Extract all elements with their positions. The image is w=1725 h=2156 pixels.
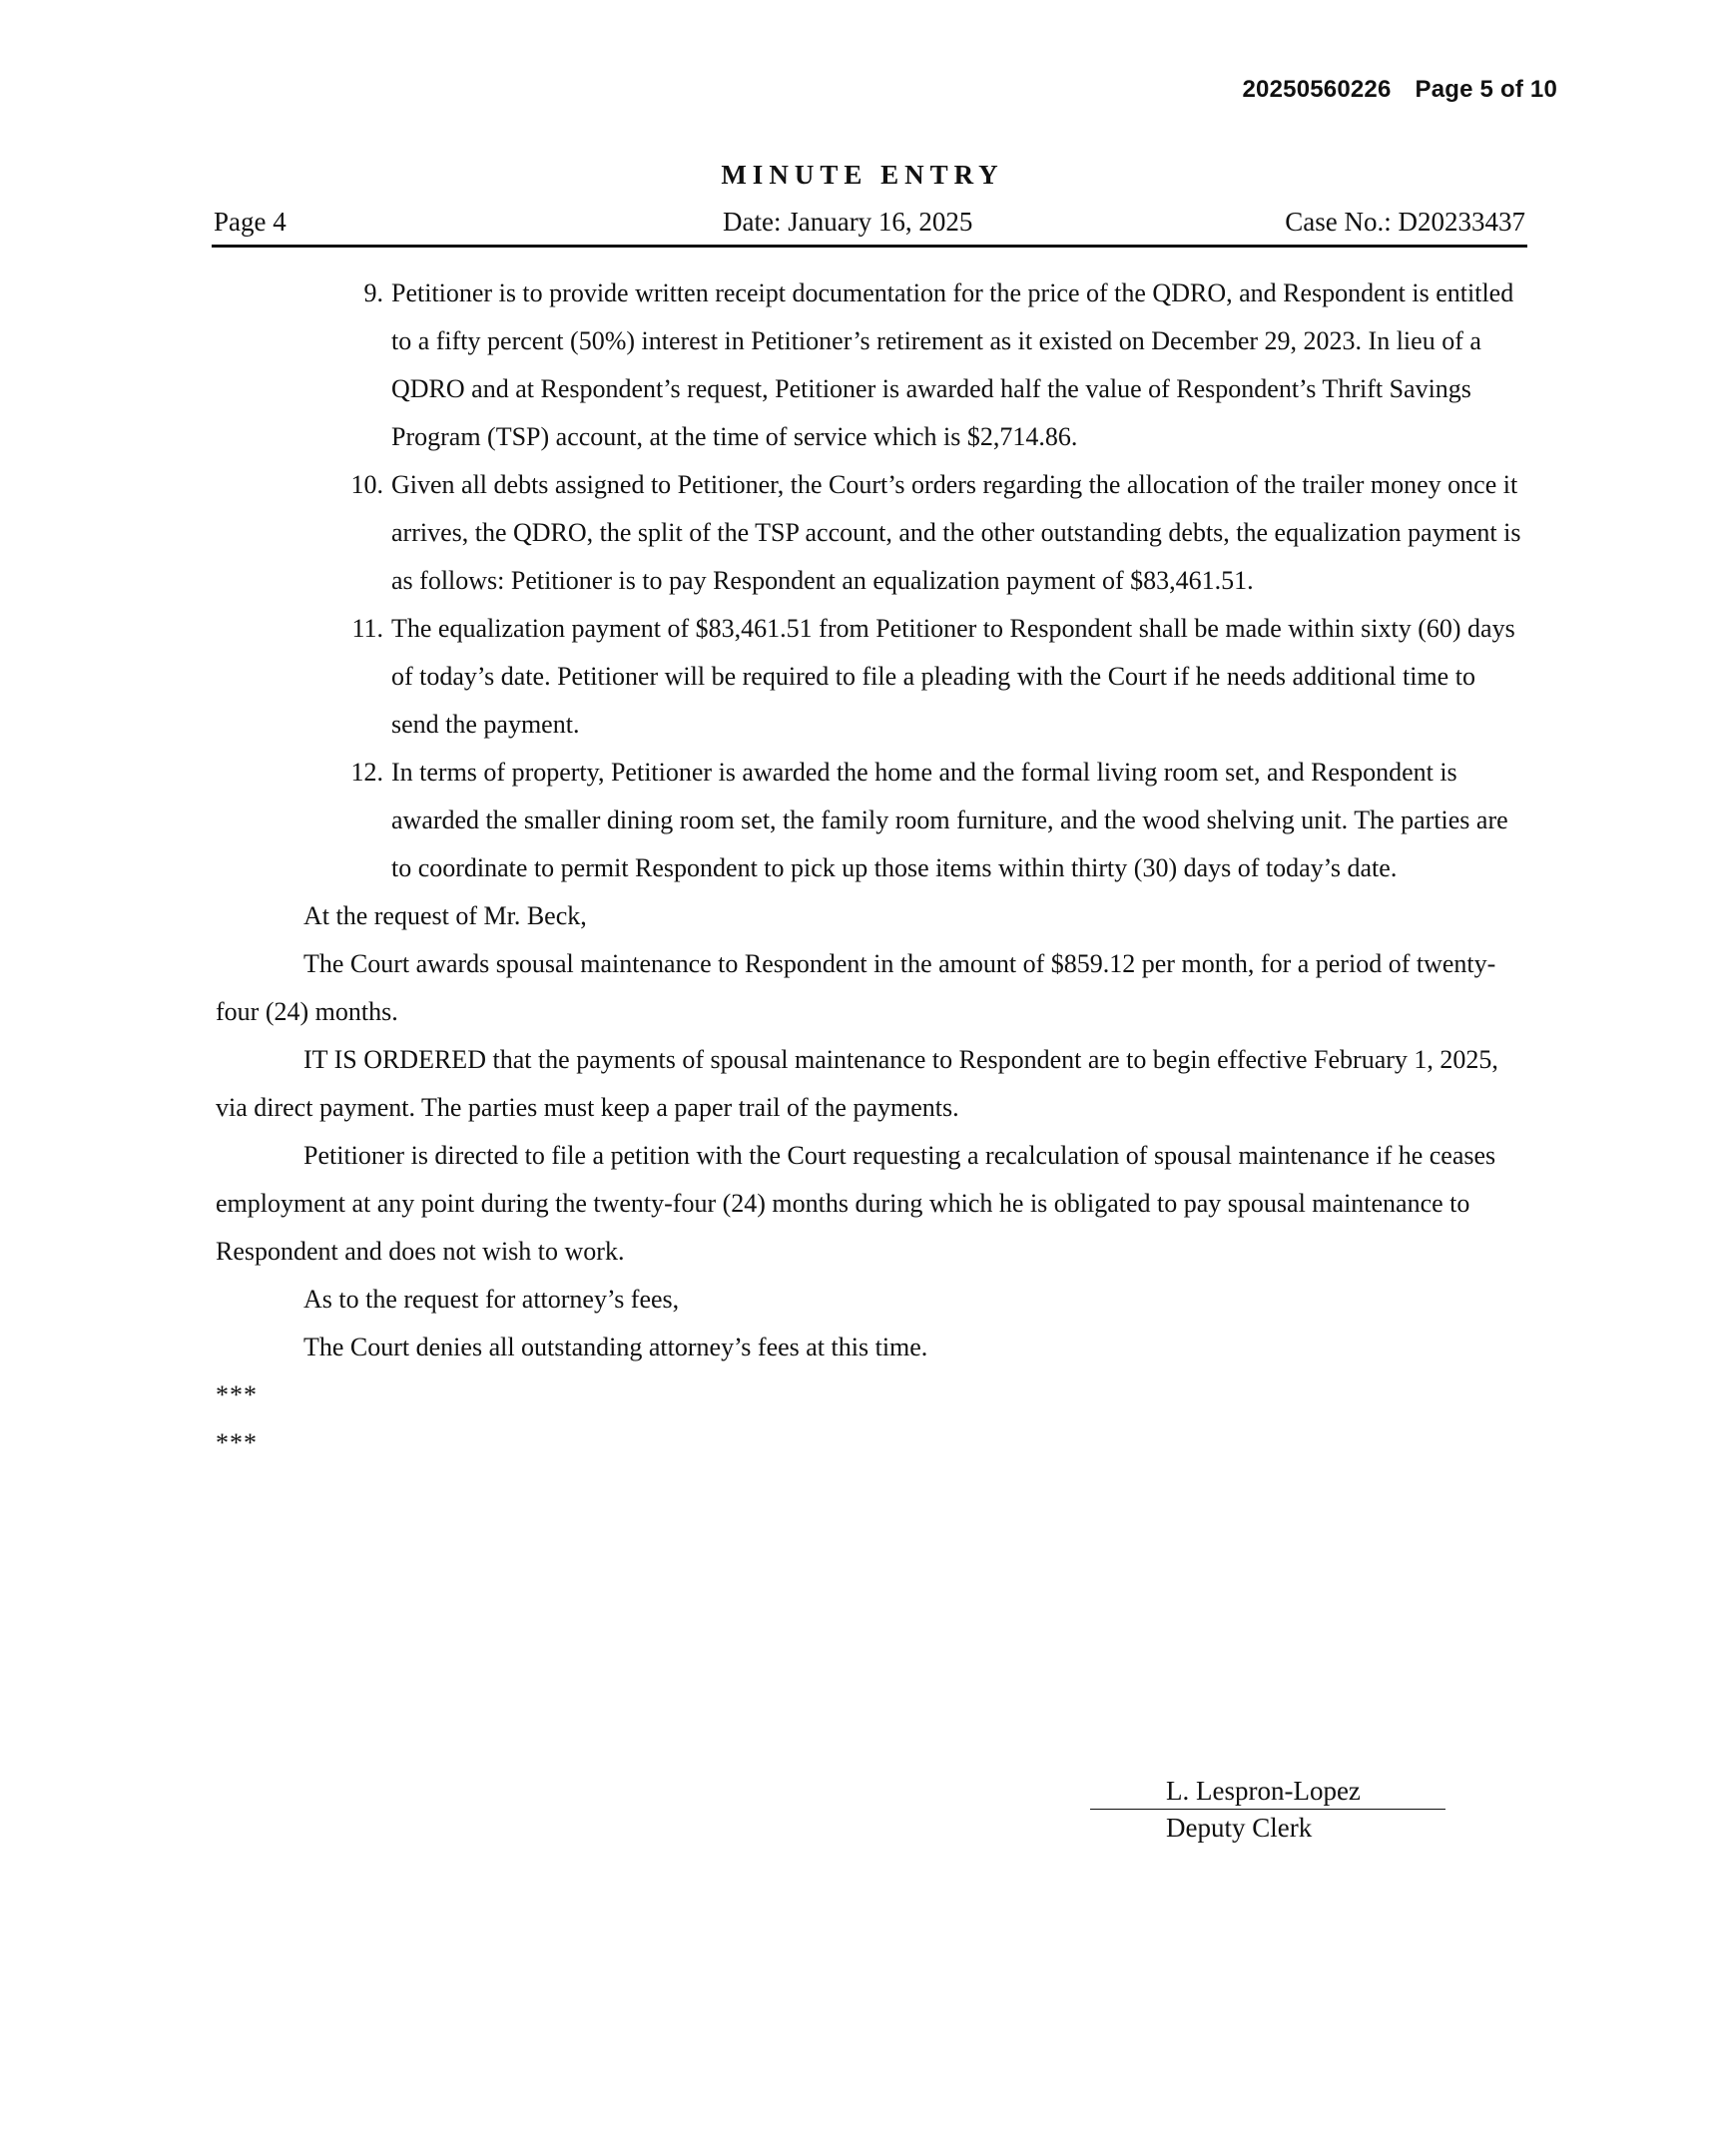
page-count: Page 5 of 10: [1415, 76, 1557, 103]
order-number: 12.: [350, 758, 383, 787]
paragraph-it-is-ordered: IT IS ORDERED that the payments of spousal maintenance to Respondent are to begin effective February 1, 2025, via direct payment. The parties must keep a paper trail of the payments.: [216, 1045, 1498, 1122]
order-number: 11.: [351, 614, 383, 643]
order-item-11: [216, 605, 1533, 749]
order-item-10: [216, 461, 1533, 605]
document-number: 20250560226: [1242, 76, 1392, 103]
order-number: 9.: [363, 278, 383, 307]
document-title: MINUTE ENTRY: [721, 160, 1004, 190]
order-text: Petitioner is to provide written receipt documentation for the price of the QDRO, and Respondent is entitled to a fifty percent (50%) interest in Petitioner’s retirement as it existed on December 29, 2023. In lieu of a QDRO and at Respondent’s request, Petitioner is awarded half the value of Respondent’s Thrift Savings Program (TSP) account, at the time of service which is $2,714.86.: [391, 278, 1514, 451]
order-item-9: [216, 270, 1533, 461]
order-text: Given all debts assigned to Petitioner, the Court’s orders regarding the allocation of the trailer money once it arrives, the QDRO, the split of the TSP account, and the other outstanding debts, the equalization payment is as follows: Petitioner is to pay Respondent an equalization payment of $83,461.51.: [391, 470, 1521, 595]
order-text: The equalization payment of $83,461.51 from Petitioner to Respondent shall be made within sixty (60) days of today’s date. Petitioner will be required to file a pleading with the Court if he needs additional time to send the payment.: [391, 614, 1515, 739]
signature-role: Deputy Clerk: [1166, 1813, 1313, 1843]
paragraph-spousal-award: The Court awards spousal maintenance to Respondent in the amount of $859.12 per month, for a period of twenty-four (24) months.: [216, 949, 1496, 1026]
paragraph-fees-denied: The Court denies all outstanding attorney’s fees at this time.: [303, 1333, 928, 1361]
order-item-12: [216, 749, 1533, 892]
signature-block: [1090, 1773, 1445, 1846]
order-number: 10.: [350, 470, 383, 499]
document-stamp: [1243, 76, 1558, 104]
order-list: [216, 270, 1533, 892]
separator-stars: ***: [216, 1380, 258, 1409]
signature-name: L. Lespron-Lopez: [1090, 1773, 1445, 1810]
separator-stars: ***: [216, 1428, 258, 1457]
paragraph-request-beck: At the request of Mr. Beck,: [303, 901, 587, 930]
paragraph-petitioner-directed: Petitioner is directed to file a petition with the Court requesting a recalculation of spousal maintenance if he ceases employment at any point during the twenty-four (24) months during which he is obligated to pay spousal maintenance to Respondent and does not wish to work.: [216, 1141, 1496, 1266]
order-text: In terms of property, Petitioner is awarded the home and the formal living room set, and Respondent is awarded the smaller dining room set, the family room furniture, and the wood shelving unit. The parties are to coordinate to permit Respondent to pick up those items within thirty (30) days of today’s date.: [391, 758, 1508, 882]
paragraph-fees-request: As to the request for attorney’s fees,: [303, 1285, 680, 1314]
header-case-number: Case No.: D20233437: [1285, 207, 1525, 237]
document-header: [212, 205, 1527, 248]
header-date: Date: January 16, 2025: [723, 207, 973, 237]
document-body: [216, 270, 1533, 1467]
header-page-number: Page 4: [214, 207, 287, 237]
